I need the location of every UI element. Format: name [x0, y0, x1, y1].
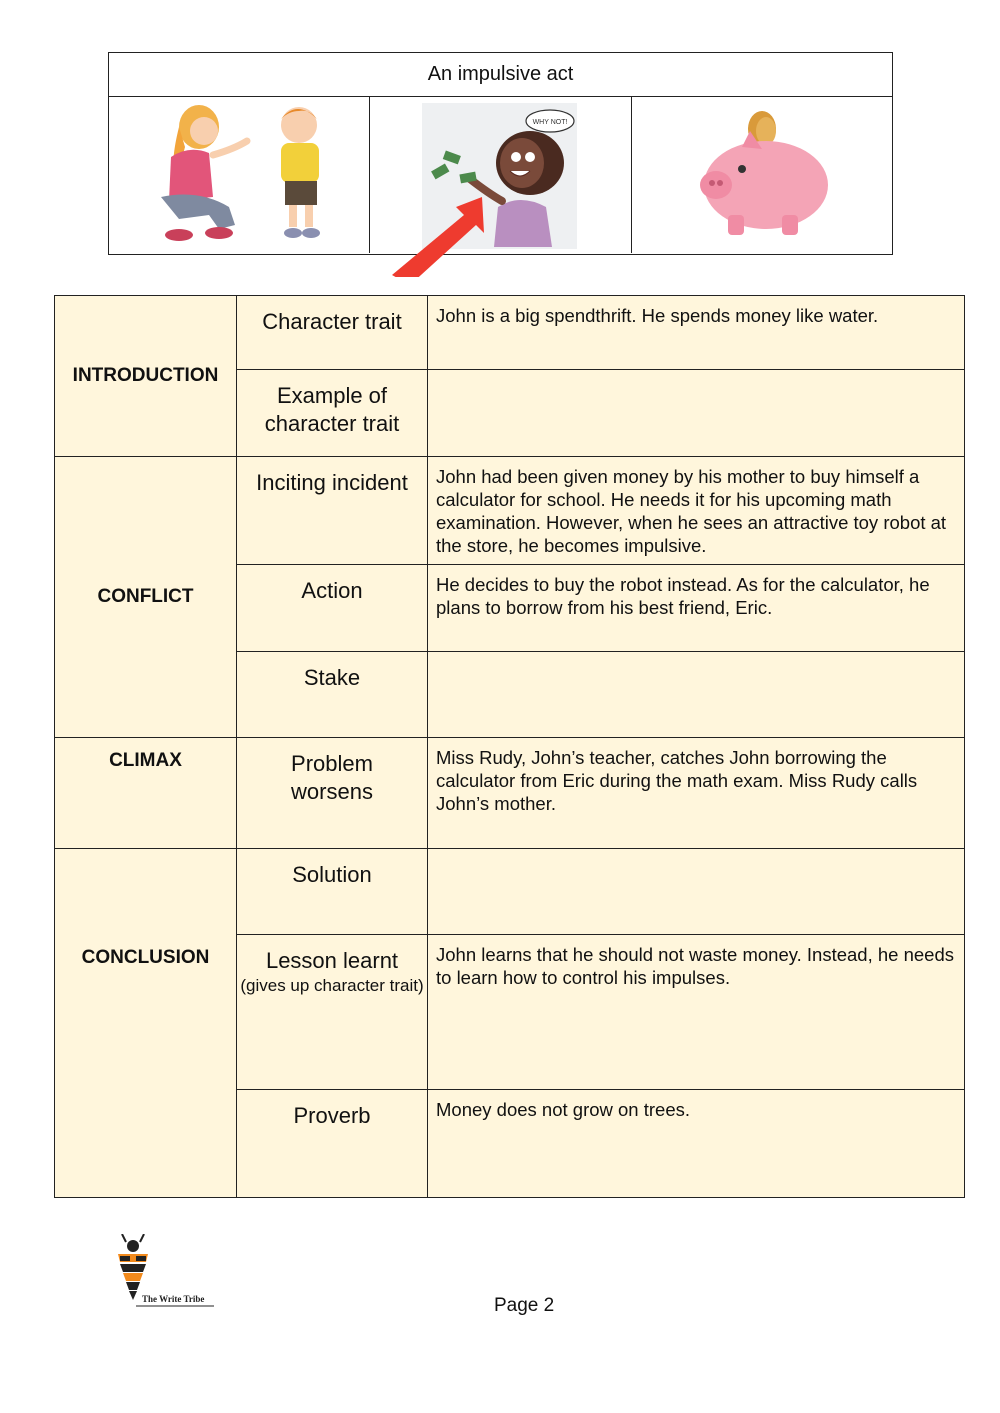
picture-table-title: An impulsive act — [109, 53, 892, 97]
text-inciting-incident: John had been given money by his mother to buy himself a calculator for school. He needs it for his upcoming math examination. However, when he sees an attractive toy robot at the store, he becomes impulsive. — [428, 457, 965, 565]
story-plan-table — [54, 295, 965, 1198]
picture-row — [109, 97, 892, 253]
text-stake[interactable] — [428, 652, 965, 738]
section-introduction: INTRODUCTION — [55, 296, 237, 457]
lesson-learnt-sublabel: (gives up character trait) — [240, 975, 424, 995]
text-problem-worsens: Miss Rudy, John’s teacher, catches John borrowing the calculator from Eric during the math exam. Miss Rudy calls John’s mother. — [428, 738, 965, 848]
lesson-learnt-label: Lesson learnt — [265, 947, 399, 973]
write-tribe-logo — [110, 1234, 220, 1315]
table-row — [55, 457, 965, 565]
label-proverb: Proverb — [237, 1089, 428, 1197]
label-inciting-incident: Inciting incident — [237, 457, 428, 565]
mother-talking-to-boy-illustration — [109, 97, 369, 253]
label-action: Action — [237, 565, 428, 652]
section-conclusion: CONCLUSION — [55, 848, 237, 1197]
section-conflict: CONFLICT — [55, 457, 237, 738]
text-proverb: Money does not grow on trees. — [428, 1089, 965, 1197]
table-row — [55, 848, 965, 934]
label-character-trait: Character trait — [237, 296, 428, 370]
page-number: Page 2 — [494, 1295, 555, 1316]
girl-throwing-money-illustration — [370, 97, 630, 277]
text-character-trait: John is a big spendthrift. He spends money like water. — [428, 296, 965, 370]
picture-table — [108, 52, 893, 255]
label-stake: Stake — [237, 652, 428, 738]
text-example-of-character-trait[interactable] — [428, 370, 965, 457]
table-row — [55, 738, 965, 848]
table-row — [55, 296, 965, 370]
label-lesson-learnt — [237, 934, 428, 1089]
label-problem-worsens: Problem worsens — [237, 738, 428, 848]
bee-logo-icon — [110, 1234, 220, 1310]
picture-cell-3 — [632, 97, 892, 253]
text-lesson-learnt: John learns that he should not waste money. Instead, he needs to learn how to control his impulses. — [428, 934, 965, 1089]
speech-bubble-text: WHY NOT! — [532, 119, 568, 126]
picture-cell-1 — [109, 97, 370, 253]
picture-cell-2 — [370, 97, 631, 253]
label-example-of-character-trait: Example of character trait — [237, 370, 428, 457]
label-solution: Solution — [237, 848, 428, 934]
text-action: He decides to buy the robot instead. As for the calculator, he plans to borrow from his best friend, Eric. — [428, 565, 965, 652]
section-climax: CLIMAX — [55, 738, 237, 848]
logo-text: The Write Tribe — [142, 1294, 205, 1304]
text-solution[interactable] — [428, 848, 965, 934]
piggy-bank-illustration — [632, 97, 892, 253]
